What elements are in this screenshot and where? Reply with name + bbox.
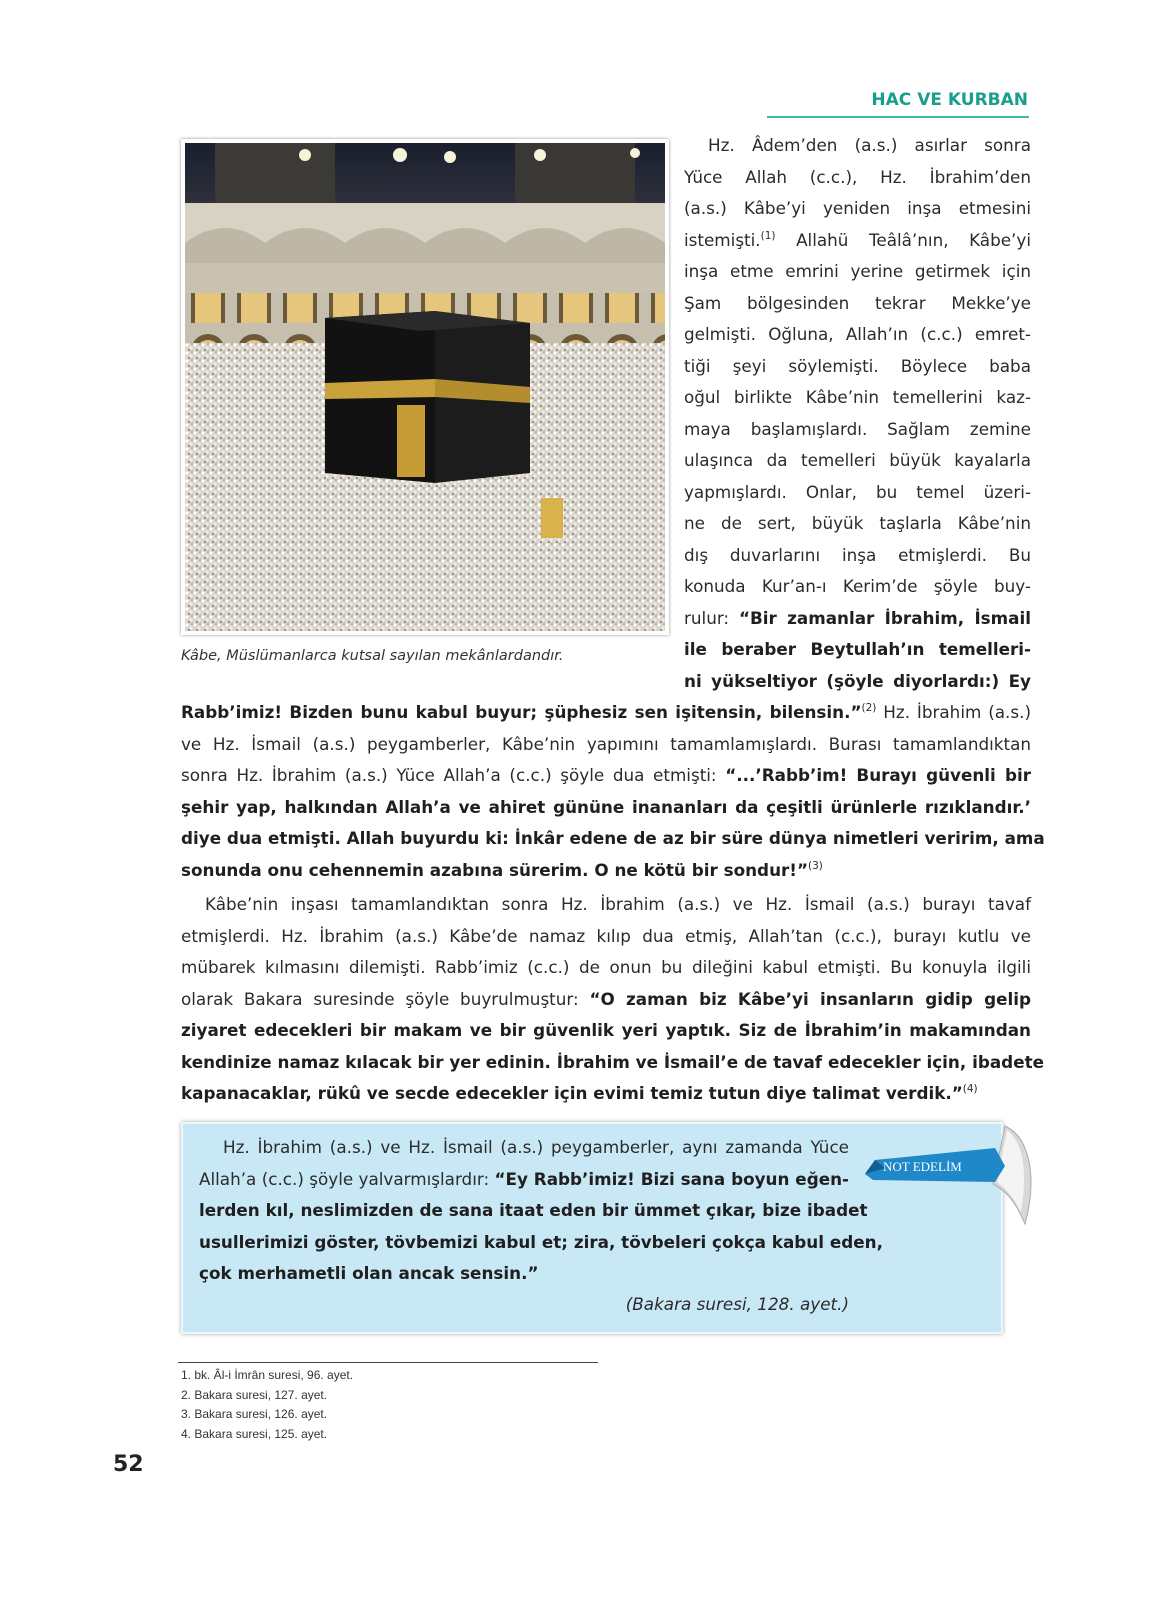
note-tag-label: NOT EDELİM [883, 1159, 962, 1174]
footnote-rule [178, 1362, 598, 1363]
paragraph-right-column [684, 130, 1031, 697]
note-tag [855, 1120, 1035, 1230]
text-line [181, 823, 1045, 855]
text-line [181, 1015, 1031, 1047]
quote-fragment: ile beraber Beytullah’ın temelleri- [684, 639, 1031, 659]
quote-fragment: Rabb’imiz! Bizden bunu kabul buyur; şüphesiz sen işitensin, bilensin.” [181, 702, 862, 722]
quote-fragment: ni yükseltiyor (şöyle diyorlardı:) Ey [684, 670, 1031, 691]
text-fragment: olarak Bakara suresinde şöyle buyrulmuştur: [181, 988, 590, 1009]
quote-fragment: “O zaman biz Kâbe’yi insanların gidip gelip [589, 988, 1032, 1009]
text-line: gelmişti. Oğluna, Allah’ın (c.c.) emret- [684, 324, 1031, 344]
text-fragment: sonra Hz. İbrahim (a.s.) Yüce Allah’a (c.c.) şöyle dua etmişti: [181, 765, 726, 785]
text-line: etmişlerdi. Hz. İbrahim (a.s.) Kâbe’de namaz kılıp dua etmiş, Allah’tan (c.c.), burayı kutlu ve [181, 925, 1031, 946]
text-line: maya başlamışlardı. Sağlam zemine [684, 418, 1031, 439]
footnote-ref: (1) [760, 229, 776, 242]
photo-caption: Kâbe, Müslümanlarca kutsal sayılan mekânlardandır. [181, 648, 564, 664]
footnote-ref: (2) [861, 702, 877, 714]
footnotes [181, 1366, 353, 1444]
quote-fragment: şehir yap, halkından Allah’a ve ahiret gününe inananları da çeşitli ürünlerle rızıklandır.’ [181, 796, 1031, 817]
kaaba-photo [181, 139, 669, 635]
text-line: Şam bölgesinden tekrar Mekke’ye [684, 292, 1031, 313]
text-fragment: rulur: [684, 607, 739, 628]
text-line: Hz. Âdem’den (a.s.) asırlar sonra [708, 135, 1031, 155]
text-line [684, 634, 1031, 666]
page-number: 52 [113, 1452, 144, 1477]
paragraph-2 [181, 889, 1044, 1110]
text-line: ne de sert, büyük taşlarla Kâbe’nin [684, 513, 1031, 533]
text-line [181, 697, 1031, 729]
text-fragment: istemişti. [684, 229, 761, 250]
text-line [684, 225, 1031, 257]
quote-fragment: usullerimizi göster, tövbemizi kabul et; zira, tövbeleri çokça kabul eden, [199, 1231, 883, 1252]
text-line [181, 984, 1031, 1016]
paragraph-1-continued [181, 697, 1045, 886]
text-line [684, 603, 1031, 635]
text-line: ulaşınca da temelleri büyük kayalarla [684, 450, 1031, 470]
quote-fragment: sonunda onu cehennemin azabına sürerim. O ne kötü bir sondur!” [181, 859, 808, 880]
text-line: Kâbe’nin inşası tamamlandıktan sonra Hz. İbrahim (a.s.) ve Hz. İsmail (a.s.) burayı tavaf [205, 894, 1031, 914]
footnote-item: 1. bk. Âl-i İmrân suresi, 96. ayet. [181, 1368, 354, 1382]
text-line: dış duvarlarını inşa etmişlerdi. Bu [684, 544, 1031, 565]
footnote-ref: (3) [807, 859, 823, 872]
quote-fragment: “Ey Rabb’imiz! Bizi sana boyun eğen- [494, 1168, 849, 1189]
text-line: yapmışlardı. Onlar, bu temel üzeri- [684, 481, 1031, 502]
text-line: inşa etme emrini yerine getirmek için [684, 261, 1031, 281]
text-line [199, 1227, 883, 1259]
text-line [199, 1195, 868, 1227]
quote-fragment: ziyaret edecekleri bir makam ve bir güvenlik yeri yaptık. Siz de İbrahim’in makamından [181, 1020, 1031, 1040]
text-line [181, 1078, 1031, 1110]
text-line [181, 1047, 1044, 1079]
quote-fragment: kendinize namaz kılacak bir yer edinin. İbrahim ve İsmail’e de tavaf edecekler için, ibadete [181, 1051, 1044, 1072]
text-line [199, 1258, 849, 1290]
quote-fragment: “...’Rabb’im! Burayı güvenli bir [725, 765, 1031, 785]
note-text [199, 1132, 883, 1290]
text-line: Yüce Allah (c.c.), Hz. İbrahim’den [684, 166, 1031, 187]
header-rule [767, 116, 1029, 118]
quote-fragment: lerden kıl, neslimizden de sana itaat eden bir ümmet çıkar, bize ibadet [199, 1200, 868, 1220]
text-fragment: Allahü Teâlâ’nın, Kâbe’yi [775, 229, 1031, 250]
text-line [181, 855, 1031, 887]
quote-fragment: “Bir zamanlar İbrahim, İsmail [738, 607, 1031, 628]
text-line [199, 1164, 849, 1196]
quote-fragment: çok merhametli olan ancak sensin.” [199, 1263, 539, 1283]
text-line: oğul birlikte Kâbe’nin temellerini kaz- [684, 387, 1031, 407]
text-line [684, 666, 1031, 698]
section-header: HAC VE KURBAN [871, 90, 1028, 110]
footnote-item: 3. Bakara suresi, 126. ayet. [181, 1407, 328, 1421]
text-line: ve Hz. İsmail (a.s.) peygamberler, Kâbe’nin yapımını tamamlamışlardı. Burası tamamlandıktan [181, 733, 1031, 754]
kaaba-illustration [185, 143, 665, 631]
text-line: mübarek kılmasını dilemişti. Rabb’imiz (c.c.) de onun bu dileğini kabul etmişti. Bu konuyla ilgili [181, 957, 1031, 977]
text-line: konuda Kur’an-ı Kerim’de şöyle buy- [684, 576, 1031, 596]
note-source: (Bakara suresi, 128. ayet.) [625, 1294, 849, 1314]
quote-fragment: diye dua etmişti. Allah buyurdu ki: İnkâr edene de az bir süre dünya nimetleri veririm, ama [181, 828, 1045, 848]
text-line: tiği şeyi söylemişti. Böylece baba [684, 355, 1031, 376]
page-curl-icon [855, 1120, 1035, 1230]
footnote-item: 2. Bakara suresi, 127. ayet. [181, 1387, 328, 1402]
quote-fragment: kapanacaklar, rükû ve secde edecekler için evimi temiz tutun diye talimat verdik.” [181, 1083, 963, 1103]
text-fragment: Allah’a (c.c.) şöyle yalvarmışlardır: [199, 1168, 495, 1189]
footnote-item: 4. Bakara suresi, 125. ayet. [181, 1426, 328, 1441]
text-fragment: Hz. İbrahim (a.s.) [876, 702, 1031, 722]
text-line: Hz. İbrahim (a.s.) ve Hz. İsmail (a.s.) peygamberler, aynı zamanda Yüce [223, 1137, 849, 1157]
text-line: (a.s.) Kâbe’yi yeniden inşa etmesini [684, 198, 1031, 218]
text-line [181, 760, 1031, 792]
text-line [181, 792, 1031, 824]
footnote-ref: (4) [962, 1083, 978, 1095]
